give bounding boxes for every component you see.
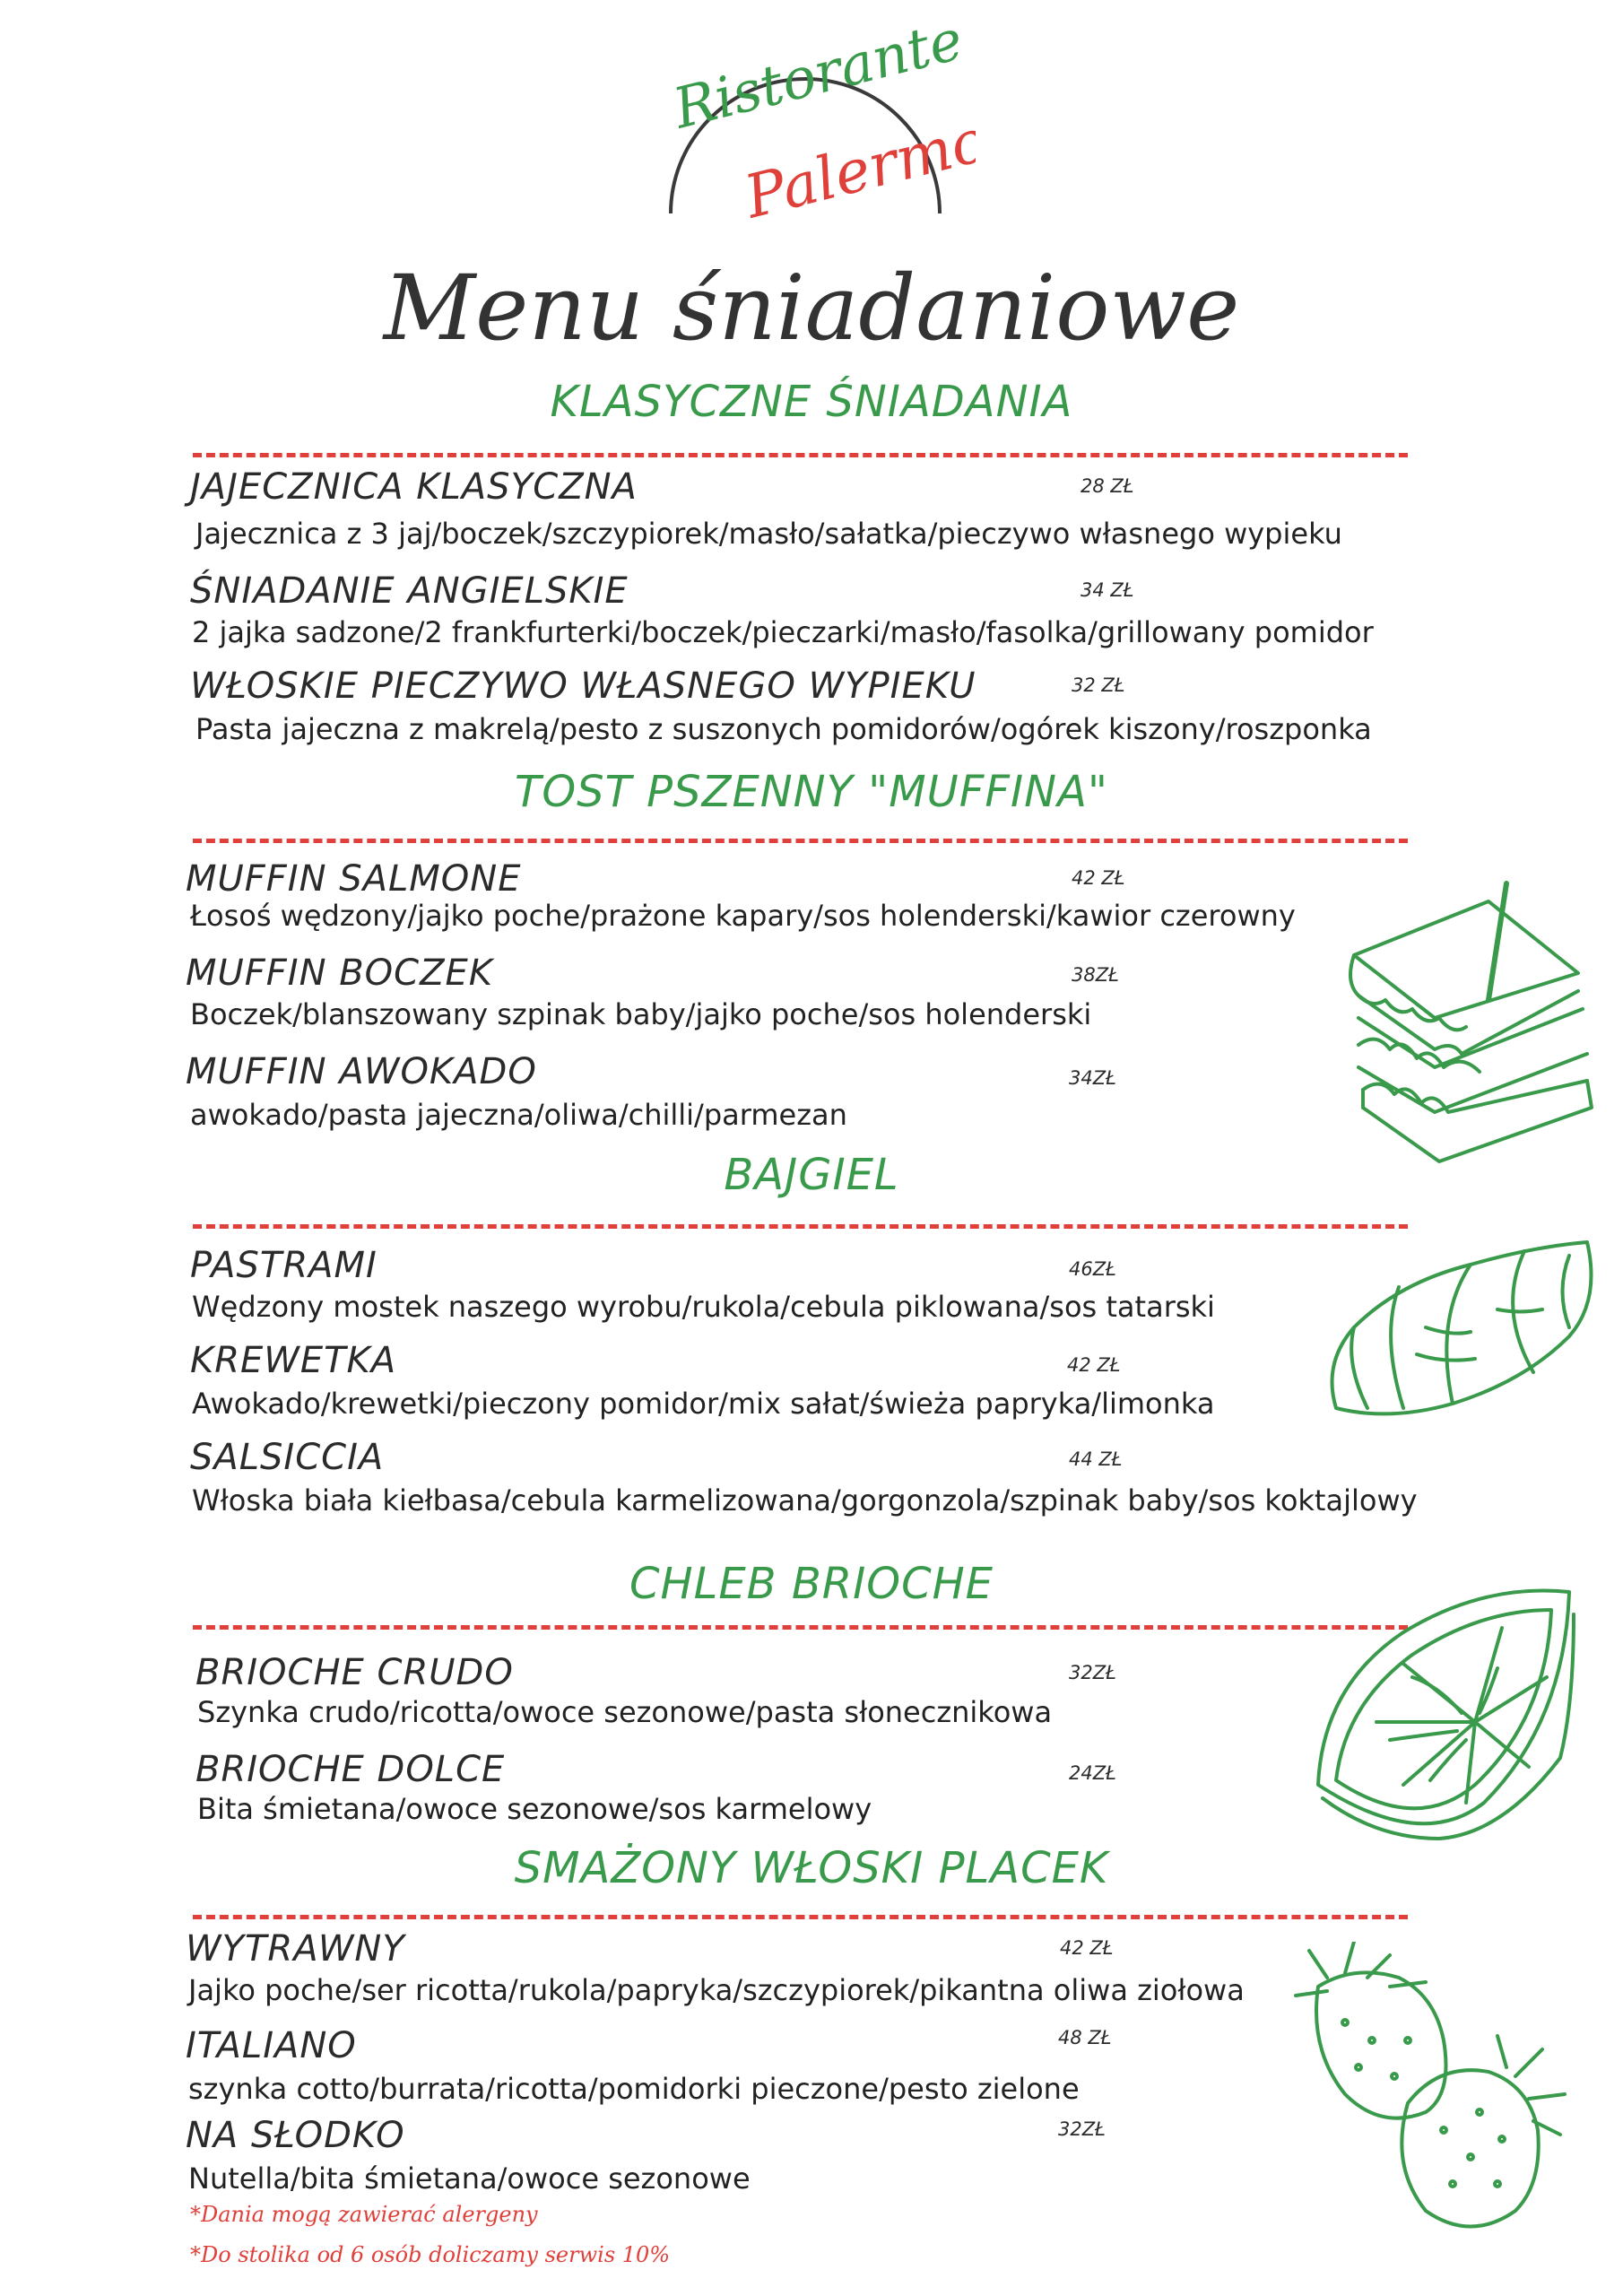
- menu-item-price: 42 ZŁ: [1072, 867, 1125, 889]
- menu-item-price: 32ZŁ: [1069, 1662, 1116, 1683]
- menu-item-price: 34 ZŁ: [1081, 579, 1134, 601]
- menu-item-name: JAJECZNICA KLASYCZNA: [190, 466, 638, 508]
- section-title-tost: TOST PSZENNY "MUFFINA": [515, 767, 1108, 817]
- menu-item-name: KREWETKA: [190, 1340, 397, 1381]
- menu-item-name: BRIOCHE CRUDO: [195, 1652, 514, 1693]
- section-divider: [193, 839, 1408, 843]
- menu-item-description: awokado/pasta jajeczna/oliwa/chilli/parmezan: [190, 1098, 847, 1132]
- menu-item-price: 34ZŁ: [1069, 1067, 1116, 1089]
- menu-item-name: MUFFIN AWOKADO: [186, 1051, 537, 1092]
- menu-item-description: szynka cotto/burrata/ricotta/pomidorki pieczone/pesto zielone: [188, 2072, 1080, 2106]
- menu-item-name: NA SŁODKO: [186, 2115, 405, 2156]
- menu-item-name: WŁOSKIE PIECZYWO WŁASNEGO WYPIEKU: [190, 665, 976, 707]
- menu-item-description: Awokado/krewetki/pieczony pomidor/mix sałat/świeża papryka/limonka: [192, 1387, 1215, 1421]
- strawberries-illustration: [1291, 1942, 1569, 2238]
- page-title: Menu śniadaniowe: [383, 256, 1240, 361]
- restaurant-logo: [644, 16, 976, 258]
- logo-palermo-text: Palermo: [738, 105, 976, 232]
- menu-item-name: ITALIANO: [186, 2025, 357, 2066]
- menu-item-description: Pasta jajeczna z makrelą/pesto z suszonych pomidorów/ogórek kiszony/roszponka: [195, 712, 1372, 746]
- menu-item-price: 28 ZŁ: [1081, 475, 1134, 497]
- menu-item-description: Wędzony mostek naszego wyrobu/rukola/cebula piklowana/sos tatarski: [192, 1290, 1215, 1324]
- section-divider: [193, 1224, 1408, 1229]
- menu-item-description: 2 jajka sadzone/2 frankfurterki/boczek/pieczarki/masło/fasolka/grillowany pomidor: [192, 615, 1374, 649]
- menu-item-price: 42 ZŁ: [1060, 1937, 1114, 1959]
- sandwich-illustration: [1336, 874, 1605, 1179]
- menu-item-name: SALSICCIA: [190, 1437, 385, 1478]
- section-divider: [193, 1915, 1408, 1919]
- section-title-brioche: CHLEB BRIOCHE: [629, 1559, 994, 1609]
- section-title-placek: SMAŻONY WŁOSKI PLACEK: [514, 1843, 1109, 1893]
- orange-slice-illustration: [1305, 1578, 1578, 1857]
- menu-item-price: 48 ZŁ: [1058, 2027, 1112, 2048]
- menu-item-price: 46ZŁ: [1069, 1258, 1116, 1280]
- menu-item-description: Szynka crudo/ricotta/owoce sezonowe/pasta słonecznikowa: [197, 1695, 1053, 1729]
- menu-item-name: WYTRAWNY: [186, 1928, 405, 1970]
- menu-item-price: 24ZŁ: [1069, 1762, 1116, 1784]
- menu-item-price: 32 ZŁ: [1072, 674, 1125, 696]
- menu-item-name: BRIOCHE DOLCE: [195, 1749, 506, 1790]
- menu-item-price: 42 ZŁ: [1067, 1354, 1121, 1376]
- menu-item-description: Włoska biała kiełbasa/cebula karmelizowana/gorgonzola/szpinak baby/sos koktajlowy: [192, 1483, 1418, 1518]
- menu-item-name: PASTRAMI: [190, 1245, 378, 1286]
- menu-item-name: MUFFIN SALMONE: [186, 858, 522, 900]
- section-divider: [193, 1625, 1408, 1630]
- menu-item-price: 32ZŁ: [1058, 2118, 1106, 2140]
- menu-item-description: Jajko poche/ser ricotta/rukola/papryka/szczypiorek/pikantna oliwa ziołowa: [188, 1973, 1245, 2007]
- section-title-klasyczne: KLASYCZNE ŚNIADANIA: [550, 377, 1073, 427]
- menu-item-name: MUFFIN BOCZEK: [186, 952, 493, 994]
- menu-item-price: 38ZŁ: [1072, 964, 1119, 986]
- menu-item-description: Boczek/blanszowany szpinak baby/jajko poche/sos holenderski: [190, 997, 1092, 1031]
- section-title-bajgiel: BAJGIEL: [724, 1150, 899, 1200]
- menu-item-price: 44 ZŁ: [1069, 1448, 1123, 1470]
- menu-item-name: ŚNIADANIE ANGIELSKIE: [190, 570, 629, 612]
- croissant-illustration: [1318, 1229, 1605, 1435]
- logo-ristorante-text: Ristorante: [666, 16, 969, 142]
- menu-item-description: Bita śmietana/owoce sezonowe/sos karmelowy: [197, 1792, 872, 1826]
- service-charge-note: *Do stolika od 6 osób doliczamy serwis 10%: [190, 2242, 671, 2267]
- menu-item-description: Łosoś wędzony/jajko poche/prażone kapary/sos holenderski/kawior czerowny: [190, 899, 1296, 933]
- menu-item-description: Nutella/bita śmietana/owoce sezonowe: [188, 2161, 751, 2196]
- allergen-note: *Dania mogą zawierać alergeny: [190, 2202, 538, 2227]
- section-divider: [193, 453, 1408, 457]
- menu-item-description: Jajecznica z 3 jaj/boczek/szczypiorek/masło/sałatka/pieczywo własnego wypieku: [195, 517, 1342, 551]
